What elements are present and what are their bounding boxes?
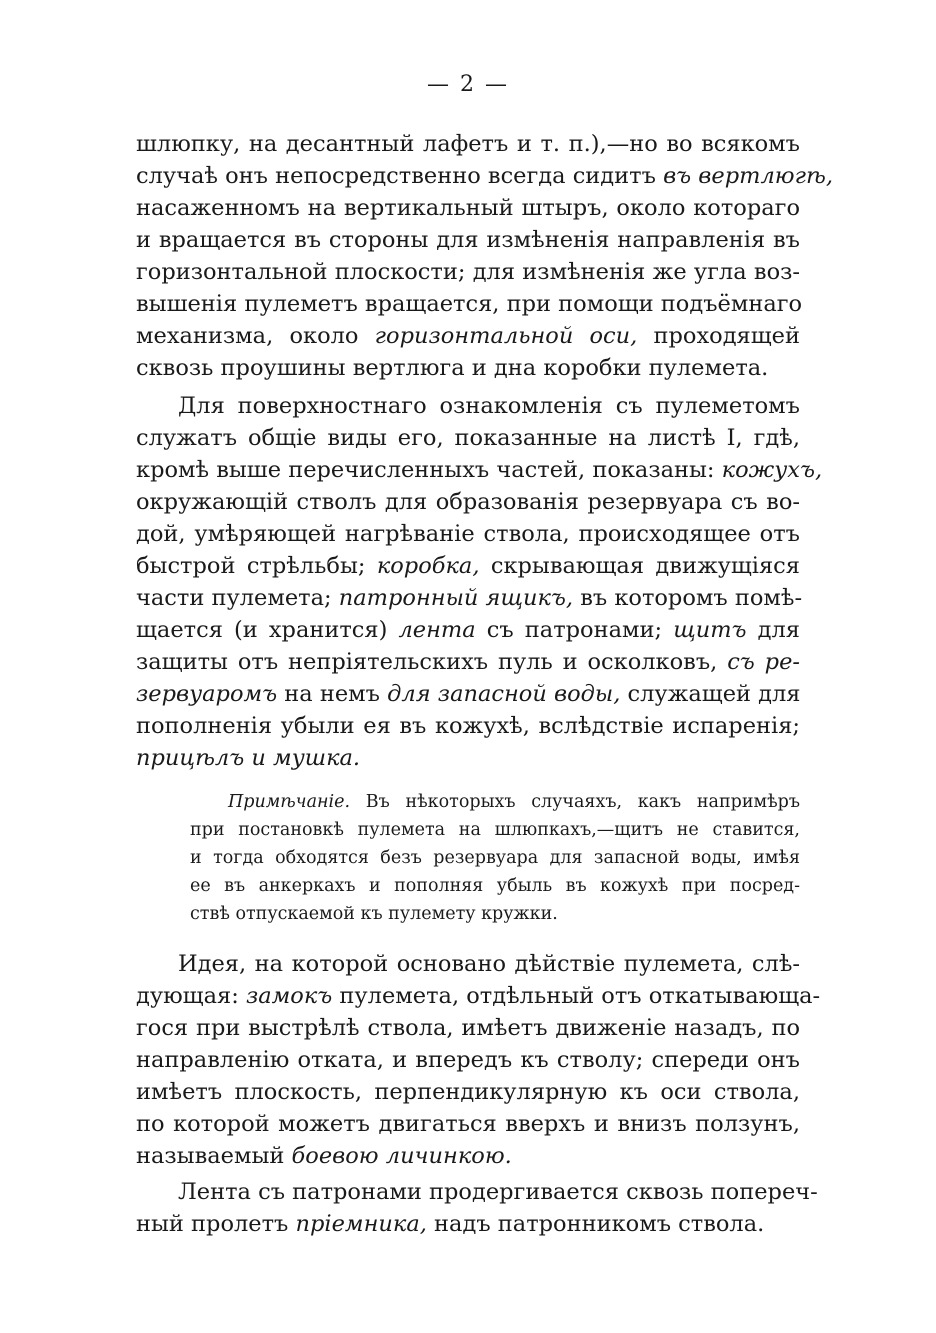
text-line: сквозь проушины вертлюга и дна коробки пулемета. — [136, 355, 769, 381]
text-line: служатъ общіе виды его, показанные на листѣ I, гдѣ, — [136, 425, 800, 451]
note-line: при постановкѣ пулемета на шлюпкахъ,—щитъ не ставится, — [190, 820, 800, 840]
text-line: части пулемета; патронный ящикъ, въ которомъ помѣ- — [136, 585, 803, 611]
text-line: имѣетъ плоскость, перпендикулярную къ оси ствола, — [136, 1079, 800, 1105]
note-line: ее въ анкеркахъ и пополняя убыль въ кожухѣ при посред- — [190, 876, 800, 896]
text-line: случаѣ онъ непосредственно всегда сидитъ въ вертлюгѣ, — [136, 163, 833, 189]
text-line: прицѣлъ и мушка. — [136, 745, 361, 771]
text-line: механизма, около горизонтальной оси, проходящей — [136, 323, 800, 349]
text-line: зервуаромъ на немъ для запасной воды, служащей для — [136, 681, 801, 707]
text-line: гося при выстрѣлѣ ствола, имѣетъ движеніе назадъ, по — [136, 1015, 800, 1041]
text-line: называемый боевою личинкою. — [136, 1143, 512, 1169]
text-line: окружающій стволъ для образованія резервуара съ во- — [136, 489, 800, 515]
paragraph-1 — [136, 128, 833, 384]
text-line: Идея, на которой основано дѣйствіе пулемета, слѣ- — [178, 951, 800, 977]
text-line: быстрой стрѣльбы; коробка, скрывающая движущіяся — [136, 553, 800, 579]
page-number: — 2 — — [427, 72, 509, 97]
text-line: Лента съ патронами продергивается сквозь попереч- — [178, 1179, 818, 1205]
text-line: дой, умѣряющей нагрѣваніе ствола, происходящее отъ — [136, 521, 800, 547]
text-line: Для поверхностнаго ознакомленія съ пулеметомъ — [178, 393, 800, 419]
text-line: и вращается въ стороны для измѣненія направленія въ — [136, 227, 800, 253]
text-line: кромѣ выше перечисленныхъ частей, показаны: кожухъ, — [136, 457, 823, 483]
paragraph-2 — [136, 390, 823, 774]
text-line: по которой можетъ двигаться вверхъ и внизъ ползунъ, — [136, 1111, 800, 1137]
text-line: защиты отъ непріятельскихъ пуль и осколковъ, съ ре- — [136, 649, 800, 675]
text-line: вышенія пулеметъ вращается, при помощи подъёмнаго — [136, 291, 803, 317]
text-line: пополненія убыли ея въ кожухѣ, вслѣдствіе испаренія; — [136, 713, 800, 739]
paragraph-3 — [136, 948, 821, 1172]
note-block — [190, 788, 800, 928]
text-line: щается (и хранится) лента съ патронами; щитъ для — [136, 617, 800, 643]
text-line: шлюпку, на десантный лафетъ и т. п.),—но во всякомъ — [136, 131, 800, 157]
text-line: направленію отката, и впередъ къ стволу; спереди онъ — [136, 1047, 800, 1073]
note-line: Примѣчаніе. Въ нѣкоторыхъ случаяхъ, какъ напримѣръ — [228, 792, 800, 812]
text-line: горизонтальной плоскости; для измѣненія же угла воз- — [136, 259, 800, 285]
note-line: и тогда обходятся безъ резервуара для запасной воды, имѣя — [190, 848, 800, 868]
note-line: ствѣ отпускаемой къ пулемету кружки. — [190, 904, 558, 924]
text-line: ный пролетъ пріемника, надъ патронникомъ ствола. — [136, 1211, 765, 1237]
paragraph-4 — [136, 1176, 818, 1240]
text-line: дующая: замокъ пулемета, отдѣльный отъ откатывающа- — [136, 983, 821, 1009]
text-line: насаженномъ на вертикальный штыръ, около котораго — [136, 195, 800, 221]
